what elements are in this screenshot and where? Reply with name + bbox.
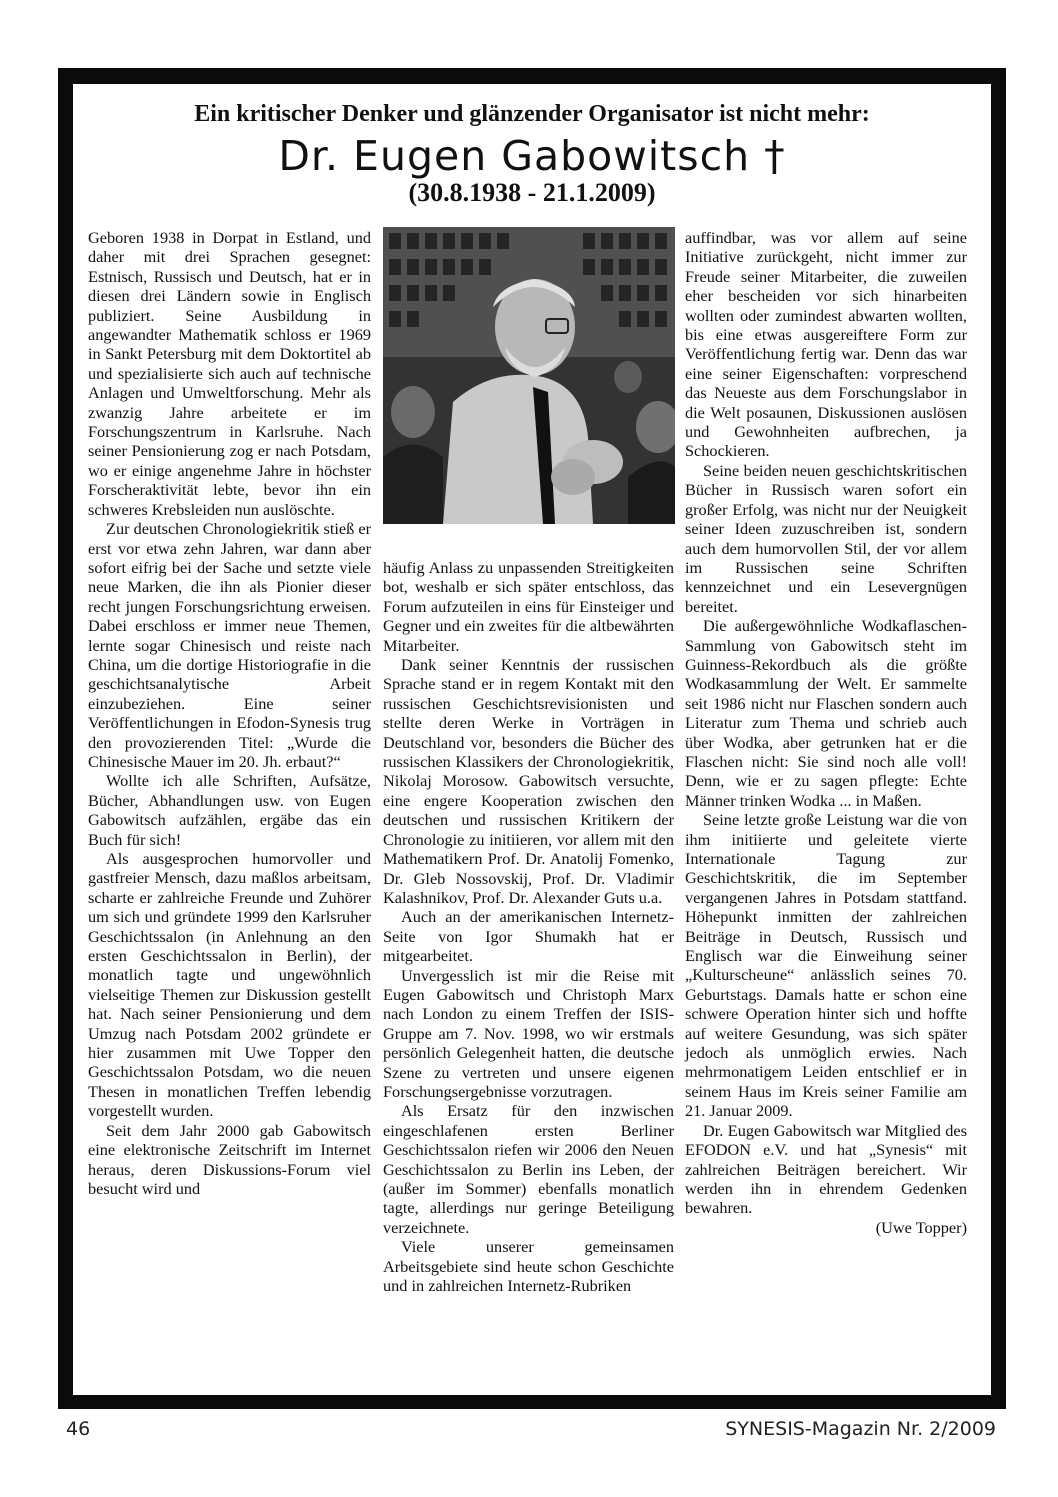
paragraph: Geboren 1938 in Dorpat in Estland, und daher mit drei Sprachen gesegnet: Estnisch, Russisch und Deutsch, hat er in diesen drei Ländern sowie in Englisch publiziert. Seine Ausbildung in angewandter Mathematik schloss er 1969 in Sankt Petersburg mit dem Doktortitel ab und spezialisierte sich auch auf technische Anlagen und Umweltforschung. Mehr als zwanzig Jahre arbeitete er im Forschungszentrum in Karlsruhe. Nach seiner Pensionierung zog er nach Potsdam, wo er einige angenehme Jahre in höchster Forscheraktivität lebte, bevor ihn ein schweres Krebsleiden nun auslöschte. xyxy=(88,228,371,519)
paragraph: Auch an der amerikanischen Internetz-Seite von Igor Shumakh hat er mitgearbeitet. xyxy=(383,907,674,966)
paragraph: Viele unserer gemeinsamen Arbeitsgebiete sind heute schon Geschichte und in zahlreichen Internetz-Rubriken xyxy=(383,1237,674,1296)
portrait-photo xyxy=(383,227,675,524)
paragraph: Wollte ich alle Schriften, Aufsätze, Bücher, Abhandlungen usw. von Eugen Gabowitsch aufzählen, ergäbe das ein Buch für sich! xyxy=(88,771,371,849)
paragraph: Als Ersatz für den inzwischen eingeschlafenen ersten Berliner Geschichtssalon riefen wir 2006 den Neuen Geschichtssalon zu Berlin ins Leben, der (außer im Sommer) ebenfalls monatlich tagte, allerdings nur geringe Beteiligung verzeichnete. xyxy=(383,1101,674,1237)
column-1 xyxy=(88,228,371,1198)
paragraph: Unvergesslich ist mir die Reise mit Eugen Gabowitsch und Christoph Marx nach London zu einem Treffen der ISIS-Gruppe am 7. Nov. 1998, wo wir erstmals persönlich Gelegenheit hatten, die deutsche Szene zu vertreten und unsere eigenen Forschungsergebnisse vorzutragen. xyxy=(383,965,674,1101)
author-signature: (Uwe Topper) xyxy=(875,1217,967,1237)
paragraph: auffindbar, was vor allem auf seine Initiative zurückgeht, nicht immer zur Freude seiner Mitarbeiter, die zuweilen eher bescheiden vor sich hinarbeiten wollten oder zumindest abwarten wollten, bis eine etwas ausgereiftere Form zur Veröffentlichung fertig war. Denn das war eine seiner Eigenschaften: vorpreschend das Neueste aus dem Forschungslabor in die Welt posaunen, Diskussionen auslösen und Gewohnheiten aufbrechen, ja Schockieren. xyxy=(685,228,967,461)
paragraph: Zur deutschen Chronologiekritik stieß er erst vor etwa zehn Jahren, war dann aber sofort eifrig bei der Sache und setzte viele neue Marken, die ihn als Pionier dieser recht jungen Forschungsrichtung erweisen. Dabei erschloss er immer neue Themen, lernte sogar Chinesisch und reiste nach China, um die dortige Historiografie in die geschichtsanalytische Arbeit einzubeziehen. Eine seiner Veröffentlichungen in Efodon-Synesis trug den provozierenden Titel: „Wurde die Chinesische Mauer im 20. Jh. erbaut?“ xyxy=(88,519,371,771)
paragraph: Seine beiden neuen geschichtskritischen Bücher in Russisch waren sofort ein großer Erfolg, was nicht nur der Neuigkeit seiner Ideen zuzuschreiben ist, sondern auch dem humorvollen Stil, der vor allem im Russischen seine Schriften kennzeichnet und ein Lesevergnügen bereitet. xyxy=(685,460,967,616)
paragraph: häufig Anlass zu unpassenden Streitigkeiten bot, weshalb er sich später entschloss, das Forum aufzuteilen in eins für Einsteiger und Gegner und ein zweites für die altbewährten Mitarbeiter. xyxy=(383,558,674,655)
paragraph: Dank seiner Kenntnis der russischen Sprache stand er in regem Kontakt mit den russischen Geschichtsrevisionisten und stellte deren Werke in Vorträgen in Deutschland vor, besonders die Bücher des russischen Klassikers der Chronologiekritik, Nikolaj Morosow. Gabowitsch versuchte, eine engere Kooperation zwischen den deutschen und russischen Kritikern der Chronologie zu initiieren, vor allem mit den Mathematikern Prof. Dr. Anatolij Fomenko, Dr. Gleb Nossovskij, Prof. Dr. Vladimir Kalashnikov, Prof. Dr. Alexander Guts u.a. xyxy=(383,655,674,907)
paragraph: Die außergewöhnliche Wodkaflaschen-Sammlung von Gabowitsch steht im Guinness-Rekordbuch als die größte Wodkasammlung der Welt. Er sammelte seit 1986 nicht nur Flaschen sondern auch Literatur zum Thema und schrieb auch über Wodka, aber getrunken hat er die Flaschen nicht: Sie sind noch alle voll! Denn, wie er zu sagen pflegte: Echte Männer trinken Wodka ... in Maßen. xyxy=(685,616,967,810)
article-title: Dr. Eugen Gabowitsch † xyxy=(278,132,786,180)
paragraph: Als ausgesprochen humorvoller und gastfreier Mensch, dazu maßlos arbeitsam, scharte er zahlreiche Freunde und Zuhörer um sich und gründete 1999 den Karlsruher Geschichtssalon (in Anlehnung an den ersten Geschichtssalon in Berlin), der monatlich tagte und ungewöhnlich vielseitige Themen zur Diskussion gestellt hat. Nach seiner Pensionierung und dem Umzug nach Potsdam 2002 gründete er hier zusammen mit Uwe Topper den Geschichtssalon Potsdam, wo die neuen Thesen in monatlichen Treffen lebendig vorgestellt wurden. xyxy=(88,849,371,1121)
life-dates: (30.8.1938 - 21.1.2009) xyxy=(408,178,656,207)
magazine-issue: SYNESIS-Magazin Nr. 2/2009 xyxy=(725,1418,996,1440)
column-2 xyxy=(383,558,674,1295)
article-kicker: Ein kritischer Denker und glänzender Organisator ist nicht mehr: xyxy=(194,101,870,127)
portrait-photo-image xyxy=(383,227,675,524)
paragraph: Seine letzte große Leistung war die von ihm initiierte und geleitete vierte Internationale Tagung zur Geschichtskritik, die im September vergangenen Jahres in Potsdam stattfand. Höhepunkt inmitten der zahlreichen Beiträge in Deutsch, Russisch und Englisch war die Einweihung seiner „Kulturscheune“ anlässlich seines 70. Geburtstags. Damals hatte er schon eine schwere Operation hinter sich und hoffte auf weitere Gesundung, was sich später jedoch als unmöglich erwies. Nach mehrmonatigem Leiden entschlief er in seinem Haus im Kreis seiner Familie am 21. Januar 2009. xyxy=(685,810,967,1121)
column-3 xyxy=(685,228,967,1237)
page-number: 46 xyxy=(66,1418,91,1440)
paragraph: Dr. Eugen Gabowitsch war Mitglied des EFODON e.V. und hat „Synesis“ mit zahlreichen Beiträgen bereichert. Wir werden ihn in ehrendem Gedenken bewahren. xyxy=(685,1120,967,1218)
paragraph: Seit dem Jahr 2000 gab Gabowitsch eine elektronische Zeitschrift im Internet heraus, deren Diskussions-Forum viel besucht wird und xyxy=(88,1120,371,1198)
